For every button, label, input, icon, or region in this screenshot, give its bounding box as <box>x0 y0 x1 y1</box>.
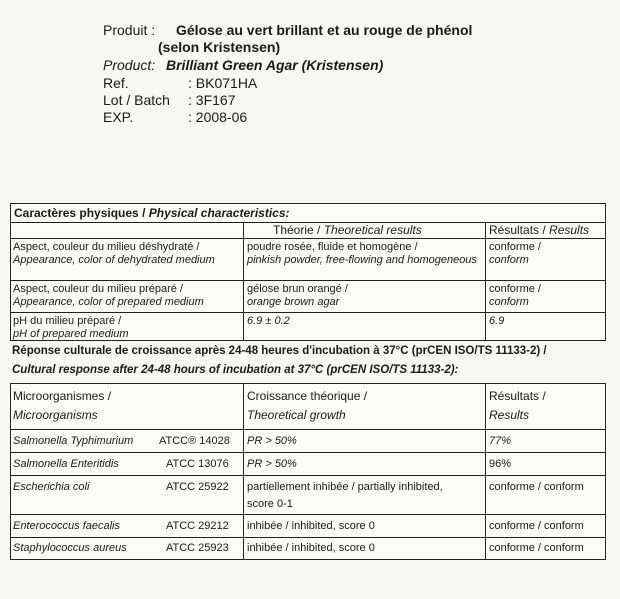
exp-label: EXP. <box>103 109 134 125</box>
physical-header-row <box>11 222 605 239</box>
growth-value: inhibée / inhibited, score 0 <box>247 520 375 532</box>
table-row <box>11 475 605 515</box>
row-label-en: Appearance, color of dehydrated medium <box>13 254 215 266</box>
growth-header-en: Theoretical growth <box>247 408 346 422</box>
theory-value-fr: poudre rosée, fluide et homogène / <box>247 241 418 253</box>
physical-caption-fr: Caractères physiques / <box>14 206 146 220</box>
growth-value: PR > 50% <box>247 435 297 447</box>
growth-value: inhibée / inhibited, score 0 <box>247 542 375 554</box>
table-row <box>11 238 605 281</box>
theory-value-en: orange brown agar <box>247 296 340 308</box>
result-value: 6.9 <box>489 315 505 327</box>
growth-value-continued: score 0-1 <box>247 498 293 510</box>
physical-caption <box>14 206 290 220</box>
organism-name: Enterococcus faecalis <box>13 520 120 532</box>
cultural-response-table <box>10 383 606 560</box>
organism-name: Salmonella Enteritidis <box>13 458 119 470</box>
result-value-en: conform <box>489 254 529 266</box>
culture-header-row <box>11 383 605 423</box>
results-header-fr: Résultats / <box>489 223 546 237</box>
micro-header-fr: Microorganismes / <box>13 389 112 403</box>
table-row <box>11 537 605 560</box>
results-column-header <box>489 387 546 425</box>
ref-label: Ref. <box>103 75 129 91</box>
organism-name: Salmonella Typhimurium <box>13 435 134 447</box>
results-header-en: Results <box>489 408 530 422</box>
organism-name: Escherichia coli <box>13 481 90 493</box>
row-label-en: pH of prepared medium <box>13 328 129 340</box>
lot-label: Lot / Batch <box>103 92 170 108</box>
growth-column-header <box>247 387 367 425</box>
micro-header-en: Microorganisms <box>13 408 98 422</box>
row-label-fr: Aspect, couleur du milieu déshydraté / <box>13 241 200 253</box>
result-value: conforme / conform <box>489 542 584 554</box>
atcc-number: ATCC 25922 <box>166 481 229 493</box>
table-row <box>11 452 605 476</box>
product-label: Product: <box>103 57 156 73</box>
culture-title-fr: Réponse culturale de croissance après 24-48 heures d'incubation à 37°C (prCEN ISO/TS 11133-2) / <box>12 345 547 357</box>
row-label-en: Appearance, color of prepared medium <box>13 296 204 308</box>
result-value-en: conform <box>489 296 529 308</box>
table-row <box>11 514 605 538</box>
product-header <box>0 0 620 150</box>
atcc-number: ATCC® 14028 <box>159 435 230 447</box>
theory-header-fr: Théorie / <box>273 223 321 237</box>
physical-characteristics-table <box>10 203 606 341</box>
physical-caption-en: Physical characteristics: <box>148 206 290 220</box>
result-value: 96% <box>489 458 512 470</box>
atcc-number: ATCC 29212 <box>166 520 229 532</box>
table-row <box>11 312 605 342</box>
atcc-number: ATCC 13076 <box>166 458 229 470</box>
results-column-header <box>489 224 589 237</box>
microorganisms-column-header <box>13 387 111 425</box>
theory-value-fr: gélose brun orangé / <box>247 283 348 295</box>
results-header-fr: Résultats / <box>489 389 546 403</box>
table-row <box>11 429 605 453</box>
theory-value-en: pinkish powder, free-flowing and homogeneous <box>247 254 477 266</box>
result-value-fr: conforme / <box>489 283 541 295</box>
result-value: 77% <box>489 435 512 447</box>
produit-label: Produit : <box>103 22 156 38</box>
row-label-fr: Aspect, couleur du milieu préparé / <box>13 283 183 295</box>
organism-name: Staphylococcus aureus <box>13 542 127 554</box>
exp-value: : 2008-06 <box>188 109 248 125</box>
result-value-fr: conforme / <box>489 241 541 253</box>
lot-value: : 3F167 <box>188 92 236 108</box>
growth-header-fr: Croissance théorique / <box>247 389 368 403</box>
product-name-fr: Gélose au vert brillant et au rouge de phénol <box>176 22 473 38</box>
table-row <box>11 280 605 313</box>
product-name-fr-suffix: (selon Kristensen) <box>158 39 281 55</box>
results-header-en: Results <box>549 223 590 237</box>
theory-header-en: Theoretical results <box>323 223 422 237</box>
ref-value: : BK071HA <box>188 75 258 91</box>
growth-value: PR > 50% <box>247 458 297 470</box>
culture-title-en: Cultural response after 24-48 hours of incubation at 37°C (prCEN ISO/TS 11133-2): <box>12 364 459 376</box>
row-label-fr: pH du milieu préparé / <box>13 315 122 327</box>
theory-value: 6.9 ± 0.2 <box>247 315 290 327</box>
result-value: conforme / conform <box>489 520 584 532</box>
result-value: conforme / conform <box>489 481 584 493</box>
theory-column-header <box>273 224 422 237</box>
growth-value: partiellement inhibée / partially inhibited, <box>247 481 443 493</box>
atcc-number: ATCC 25923 <box>166 542 229 554</box>
product-name-en: Brilliant Green Agar (Kristensen) <box>166 57 384 73</box>
